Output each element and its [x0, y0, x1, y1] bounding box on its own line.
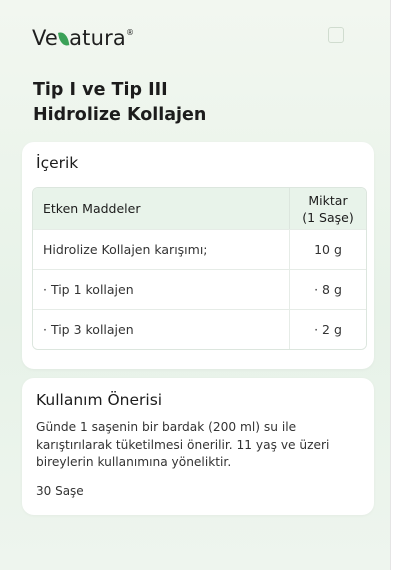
table-row: [33, 269, 366, 309]
ingredients-table: [32, 187, 367, 350]
column-header-ingredient: Etken Maddeler: [33, 188, 289, 229]
venatura-logo[interactable]: [32, 26, 134, 50]
product-title-line-2: Hidrolize Kollajen: [33, 105, 207, 125]
logo-text-end: atura: [69, 26, 126, 50]
square-icon: [328, 27, 344, 43]
logo-text-start: Ve: [32, 26, 59, 50]
column-header-amount-line-1: Miktar: [308, 192, 348, 208]
table-header-row: [33, 188, 366, 229]
ingredient-amount: 10 g: [289, 229, 366, 269]
ingredient-amount: · 2 g: [289, 309, 366, 349]
column-header-amount: [289, 188, 366, 229]
package-count: 30 Saşe: [36, 484, 84, 498]
ingredient-name: Hidrolize Kollajen karışımı;: [33, 229, 289, 269]
ingredient-amount: · 8 g: [289, 269, 366, 309]
ingredient-name: · Tip 3 kollajen: [33, 309, 289, 349]
product-title-line-1: Tip I ve Tip III: [33, 80, 168, 100]
leaf-icon: [58, 31, 69, 46]
ingredients-card: [22, 142, 374, 369]
product-title: [33, 78, 353, 128]
table-row: [33, 309, 366, 349]
table-row: [33, 229, 366, 269]
header: [32, 24, 134, 52]
usage-description: Günde 1 saşenin bir bardak (200 ml) su ile karıştırılarak tüketilmesi önerilir. 11 yaş ve üzeri bireylerin kullanımına yöneliktir.: [36, 420, 330, 469]
ingredient-name: · Tip 1 kollajen: [33, 269, 289, 309]
usage-heading: Kullanım Önerisi: [36, 391, 163, 409]
registered-mark: ®: [125, 28, 135, 37]
ingredients-heading: İçerik: [36, 154, 79, 172]
usage-card: [22, 378, 374, 515]
column-header-amount-line-2: (1 Saşe): [302, 209, 354, 225]
